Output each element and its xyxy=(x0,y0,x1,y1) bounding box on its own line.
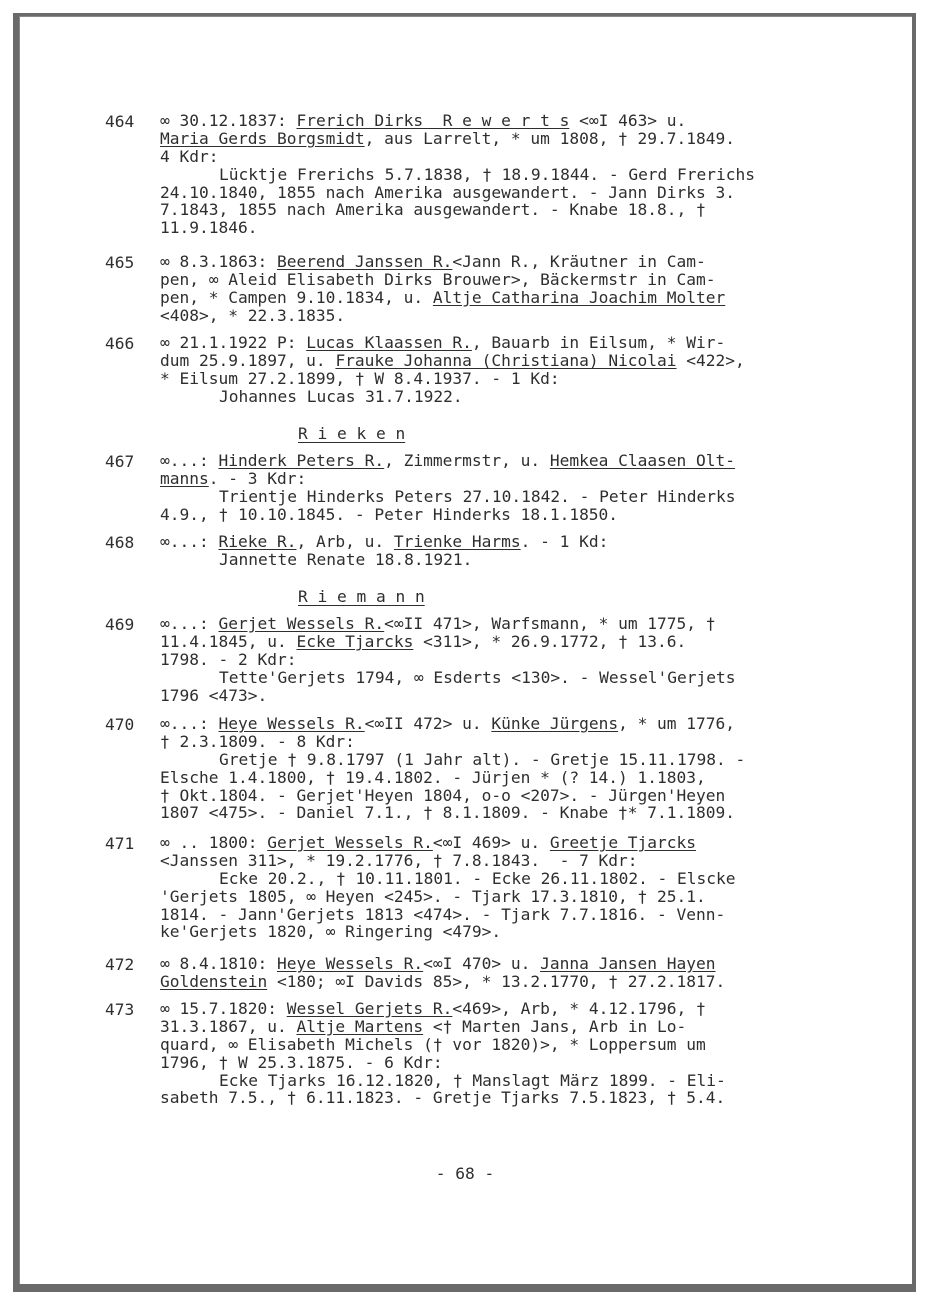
text-line xyxy=(160,733,845,751)
entry-number: 465 xyxy=(105,253,135,272)
entry-472 xyxy=(105,955,845,991)
text-line xyxy=(160,906,845,924)
text-fragment: ∞...: xyxy=(160,614,219,633)
entry-number: 467 xyxy=(105,452,135,471)
text-line xyxy=(160,1036,845,1054)
text-fragment: 31.3.1867, u. xyxy=(160,1016,297,1036)
entry-470 xyxy=(105,715,845,822)
text-fragment: 11.9.1846. xyxy=(160,218,258,238)
text-line xyxy=(160,687,845,705)
text-line xyxy=(160,852,845,870)
section-heading-riemann: R i e m a n n xyxy=(298,587,425,606)
text-fragment: ∞ 8.3.1863: xyxy=(160,252,277,271)
text-line xyxy=(160,551,845,569)
text-line xyxy=(160,651,845,669)
text-fragment: quard, ∞ Elisabeth Michels († vor 1820)>, * Loppersum um xyxy=(160,1034,706,1054)
text-fragment: † 2.3.1809. - 8 Kdr: xyxy=(160,731,355,751)
underlined-name: Rieke R. xyxy=(218,532,297,551)
text-fragment: 1807 <475>. - Daniel 7.1., † 8.1.1809. - Knabe †* 7.1.1809. xyxy=(160,803,735,823)
underlined-name: Heye Wessels R. xyxy=(218,714,365,733)
text-fragment: , Arb, u. xyxy=(296,532,394,551)
entry-number: 466 xyxy=(105,334,135,353)
text-line xyxy=(160,130,845,148)
text-line xyxy=(160,870,845,888)
text-fragment: <∞II 471>, Warfsmann, * um 1775, † xyxy=(384,614,716,633)
text-fragment: , * um 1776, xyxy=(618,714,736,733)
text-fragment: 7.1843, 1855 nach Amerika ausgewandert. - Knabe 18.8., † xyxy=(160,200,706,220)
text-line xyxy=(160,334,845,352)
text-line xyxy=(160,253,845,271)
underlined-name: Altje Martens xyxy=(296,1016,424,1036)
text-fragment: dum 25.9.1897, u. xyxy=(160,350,336,370)
text-line xyxy=(160,352,845,370)
text-fragment: <∞I 469> u. xyxy=(432,833,550,852)
text-line xyxy=(160,669,845,687)
underlined-name: Gerjet Wessels R. xyxy=(218,614,385,633)
underlined-name: Beerend Janssen R. xyxy=(276,252,453,271)
text-line xyxy=(160,148,845,166)
text-line xyxy=(160,973,845,991)
entry-464 xyxy=(105,112,845,237)
entry-number: 473 xyxy=(105,1000,135,1019)
text-fragment: Tette'Gerjets 1794, ∞ Esderts <130>. - Wessel'Gerjets xyxy=(219,667,736,687)
text-fragment: <† Marten Jans, Arb in Lo- xyxy=(423,1016,687,1036)
entry-text xyxy=(160,834,845,941)
text-fragment: ∞...: xyxy=(160,532,219,551)
text-fragment: sabeth 7.5., † 6.11.1823. - Gretje Tjarks 7.5.1823, † 5.4. xyxy=(160,1088,726,1108)
text-fragment: Lücktje Frerichs 5.7.1838, † 18.9.1844. - Gerd Frerichs xyxy=(219,164,756,184)
text-fragment: 4.9., † 10.10.1845. - Peter Hinderks 18.1.1850. xyxy=(160,504,619,524)
underlined-name: Gerjet Wessels R. xyxy=(267,833,433,852)
text-line xyxy=(160,219,845,237)
text-line xyxy=(160,184,845,202)
text-fragment: <180; ∞I Davids 85>, * 13.2.1770, † 27.2.1817. xyxy=(267,971,726,991)
entry-number: 470 xyxy=(105,715,135,734)
text-fragment: pen, ∞ Aleid Elisabeth Dirks Brouwer>, Bäckermstr in Cam- xyxy=(160,269,716,289)
underlined-name: Greetje Tjarcks xyxy=(549,833,697,852)
underlined-name: Künke Jürgens xyxy=(491,714,619,733)
entry-text xyxy=(160,452,845,524)
text-line xyxy=(160,1072,845,1090)
text-line xyxy=(160,787,845,805)
underlined-name: manns xyxy=(160,468,209,488)
text-line xyxy=(160,307,845,325)
underlined-name: Frerich Dirks R e w e r t s xyxy=(296,111,570,130)
text-line xyxy=(160,488,845,506)
underlined-name: Lucas Klaassen R. xyxy=(306,333,472,352)
text-fragment: Trientje Hinderks Peters 27.10.1842. - Peter Hinderks xyxy=(219,486,736,506)
text-fragment: 1814. - Jann'Gerjets 1813 <474>. - Tjark 7.7.1816. - Venn- xyxy=(160,904,726,924)
text-fragment: Elsche 1.4.1800, † 19.4.1802. - Jürjen * (? 14.) 1.1803, xyxy=(160,767,706,787)
underlined-name: Hinderk Peters R. xyxy=(218,451,385,470)
section-heading-rieken: R i e k e n xyxy=(298,424,406,443)
entry-467 xyxy=(105,452,845,524)
entry-text xyxy=(160,334,845,406)
entry-number: 469 xyxy=(105,615,135,634)
text-line xyxy=(160,166,845,184)
text-fragment: 24.10.1840, 1855 nach Amerika ausgewandert. - Jann Dirks 3. xyxy=(160,182,735,202)
underlined-name: Janna Jansen Hayen xyxy=(540,954,716,973)
text-fragment: ∞ 30.12.1837: xyxy=(160,111,297,130)
underlined-name: Goldenstein xyxy=(160,971,268,991)
text-fragment: , Zimmermstr, u. xyxy=(384,451,550,470)
text-fragment: ∞ .. 1800: xyxy=(160,833,268,852)
text-fragment: † Okt.1804. - Gerjet'Heyen 1804, o-o <207>. - Jürgen'Heyen xyxy=(160,785,726,805)
underlined-name: Altje Catharina Joachim Molter xyxy=(432,287,726,307)
page-number: - 68 - xyxy=(435,1164,495,1183)
text-line xyxy=(160,769,845,787)
text-line xyxy=(160,506,845,524)
entry-number: 468 xyxy=(105,533,135,552)
text-fragment: 1796 <473>. xyxy=(160,685,268,705)
text-fragment: Ecke 20.2., † 10.11.1801. - Ecke 26.11.1802. - Elscke xyxy=(219,868,736,888)
text-line xyxy=(160,201,845,219)
text-line xyxy=(160,804,845,822)
text-fragment: <∞I 463> u. xyxy=(569,111,687,130)
underlined-name: Maria Gerds Borgsmidt xyxy=(160,128,365,148)
text-fragment: <311>, * 26.9.1772, † 13.6. xyxy=(413,631,687,651)
text-fragment: . - 3 Kdr: xyxy=(208,468,307,488)
text-fragment: <Jann R., Kräutner in Cam- xyxy=(452,252,706,271)
underlined-name: Trienke Harms xyxy=(393,532,521,551)
text-fragment: ke'Gerjets 1820, ∞ Ringering <479>. xyxy=(160,922,502,942)
text-fragment: 'Gerjets 1805, ∞ Heyen <245>. - Tjark 17.3.1810, † 25.1. xyxy=(160,886,706,906)
text-fragment: <422>, xyxy=(676,350,745,370)
underlined-name: Wessel Gerjets R. xyxy=(286,999,453,1018)
entry-466 xyxy=(105,334,845,406)
text-line xyxy=(160,1018,845,1036)
text-line xyxy=(160,888,845,906)
text-fragment: Ecke Tjarks 16.12.1820, † Manslagt März 1899. - Eli- xyxy=(219,1070,726,1090)
text-line xyxy=(160,1000,845,1018)
entry-number: 464 xyxy=(105,112,135,131)
text-fragment: Jannette Renate 18.8.1921. xyxy=(219,549,473,569)
text-line xyxy=(160,615,845,633)
text-line xyxy=(160,955,845,973)
entry-text xyxy=(160,955,845,991)
text-fragment: * Eilsum 27.2.1899, † W 8.4.1937. - 1 Kd: xyxy=(160,368,560,388)
entry-number: 471 xyxy=(105,834,135,853)
text-fragment: ∞ 21.1.1922 P: xyxy=(160,333,307,352)
text-line xyxy=(160,370,845,388)
text-line xyxy=(160,923,845,941)
text-fragment: 11.4.1845, u. xyxy=(160,631,297,651)
entry-text xyxy=(160,253,845,325)
text-fragment: <∞II 472> u. xyxy=(364,714,492,733)
text-line xyxy=(160,751,845,769)
text-fragment: ∞...: xyxy=(160,714,219,733)
entry-471 xyxy=(105,834,845,941)
entry-number: 472 xyxy=(105,955,135,974)
entry-465 xyxy=(105,253,845,325)
text-fragment: 1798. - 2 Kdr: xyxy=(160,649,297,669)
text-fragment: 1796, † W 25.3.1875. - 6 Kdr: xyxy=(160,1052,443,1072)
text-fragment: Johannes Lucas 31.7.1922. xyxy=(219,386,463,406)
text-line xyxy=(160,289,845,307)
entry-473 xyxy=(105,1000,845,1107)
entry-468 xyxy=(105,533,845,569)
underlined-name: Heye Wessels R. xyxy=(276,954,424,973)
text-line xyxy=(160,470,845,488)
text-fragment: 4 Kdr: xyxy=(160,146,219,166)
text-line xyxy=(160,633,845,651)
text-fragment: . - 1 Kd: xyxy=(520,532,609,551)
entry-text xyxy=(160,1000,845,1107)
underlined-name: Hemkea Claasen Olt- xyxy=(549,451,736,470)
entry-text xyxy=(160,615,845,704)
underlined-name: Ecke Tjarcks xyxy=(296,631,414,651)
text-fragment: <Janssen 311>, * 19.2.1776, † 7.8.1843. - 7 Kdr: xyxy=(160,850,638,870)
text-fragment: ∞ 8.4.1810: xyxy=(160,954,277,973)
text-fragment: <469>, Arb, * 4.12.1796, † xyxy=(452,999,706,1018)
text-line xyxy=(160,1054,845,1072)
text-line xyxy=(160,271,845,289)
entry-text xyxy=(160,112,845,237)
text-fragment: , Bauarb in Eilsum, * Wir- xyxy=(471,333,726,352)
text-line xyxy=(160,452,845,470)
text-line xyxy=(160,388,845,406)
text-line xyxy=(160,533,845,551)
text-line xyxy=(160,112,845,130)
text-fragment: ∞ 15.7.1820: xyxy=(160,999,287,1018)
text-fragment: Gretje † 9.8.1797 (1 Jahr alt). - Gretje 15.11.1798. - xyxy=(219,749,746,769)
text-fragment: <∞I 470> u. xyxy=(423,954,541,973)
text-fragment: , aus Larrelt, * um 1808, † 29.7.1849. xyxy=(364,128,736,148)
text-fragment: <408>, * 22.3.1835. xyxy=(160,305,346,325)
entry-text xyxy=(160,715,845,822)
text-fragment: ∞...: xyxy=(160,451,219,470)
text-line xyxy=(160,715,845,733)
entry-text xyxy=(160,533,845,569)
text-fragment: pen, * Campen 9.10.1834, u. xyxy=(160,287,433,307)
text-line xyxy=(160,1089,845,1107)
entry-469 xyxy=(105,615,845,704)
underlined-name: Frauke Johanna (Christiana) Nicolai xyxy=(335,350,677,370)
text-line xyxy=(160,834,845,852)
